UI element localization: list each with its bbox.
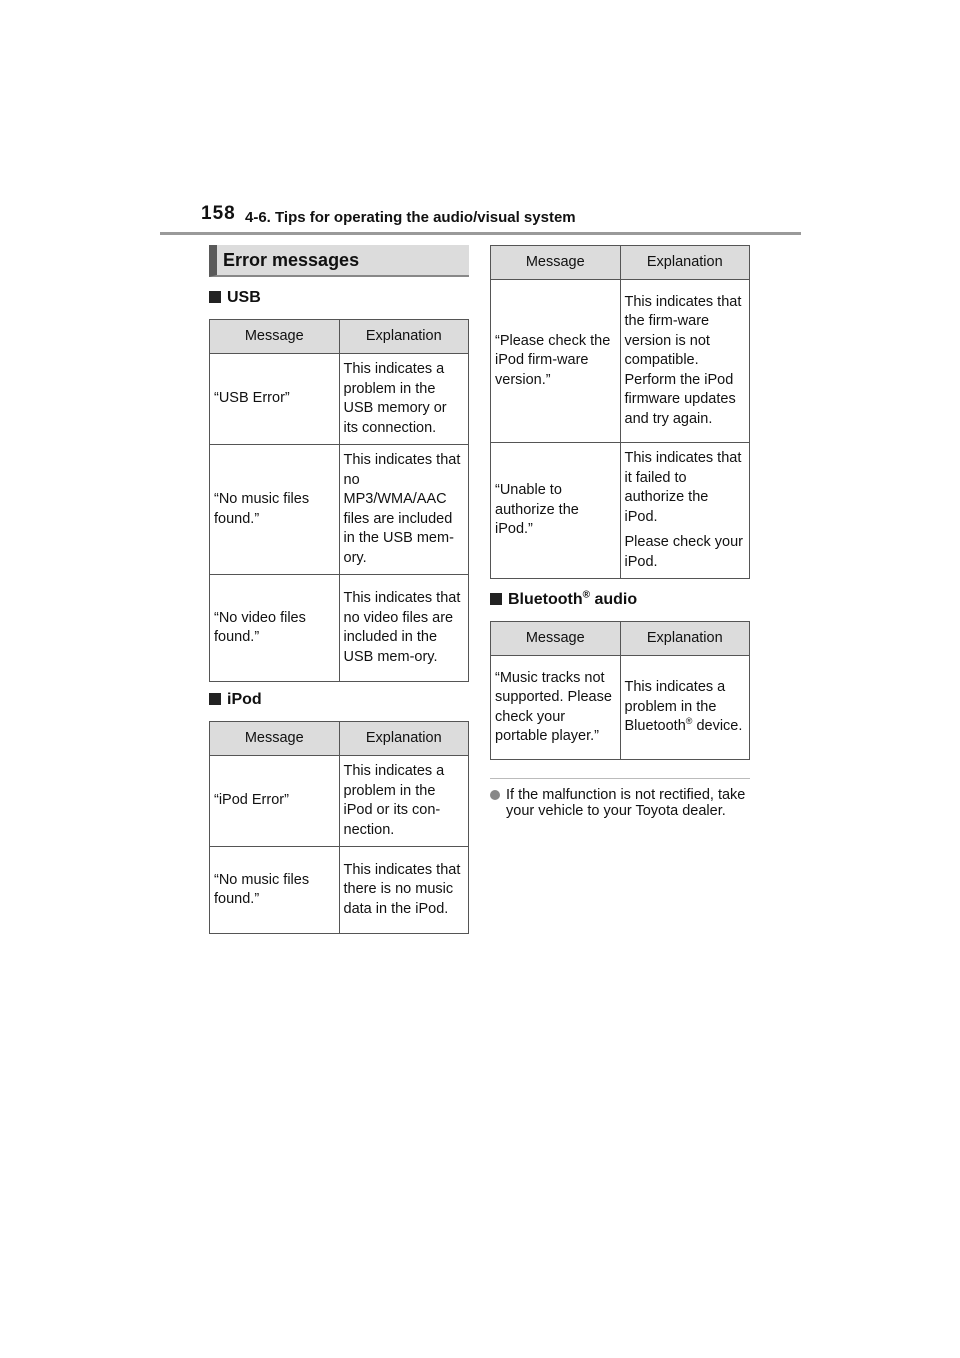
table-row xyxy=(210,847,469,934)
message-cell: “Music tracks not supported. Please check your portable player.” xyxy=(491,656,621,760)
message-cell: “No music files found.” xyxy=(210,847,340,934)
table-row xyxy=(491,656,750,760)
table-header-row xyxy=(210,722,469,756)
table-row xyxy=(210,756,469,847)
explanation-text: This indicates a problem in the USB memory or its connection. xyxy=(343,361,447,436)
left-column xyxy=(209,245,469,934)
explanation-text: This indicates that no video files are included in the USB mem-ory. xyxy=(343,590,461,665)
header-explanation: Explanation xyxy=(620,622,750,656)
registered-mark: ® xyxy=(582,589,591,601)
table-row xyxy=(491,280,750,443)
bluetooth-heading-suffix: audio xyxy=(590,591,638,608)
bluetooth-heading-text: Bluetooth xyxy=(508,591,583,608)
message-cell: “Unable to authorize the iPod.” xyxy=(491,443,621,579)
header-message: Message xyxy=(210,722,340,756)
note-text: If the malfunction is not rectified, take your vehicle to your Toyota dealer. xyxy=(506,787,746,819)
table-row xyxy=(491,443,750,579)
explanation-cell xyxy=(620,280,750,443)
explanation-cell xyxy=(620,656,750,760)
section-title: 4-6. Tips for operating the audio/visual system xyxy=(245,209,576,226)
explanation-text: This indicates that there is no music data in the iPod. xyxy=(343,861,461,917)
usb-heading xyxy=(209,287,469,309)
table-header-row xyxy=(491,246,750,280)
header-explanation: Explanation xyxy=(339,320,469,354)
header-explanation: Explanation xyxy=(339,722,469,756)
registered-mark: ® xyxy=(685,716,693,727)
message-cell: “No music files found.” xyxy=(210,445,340,575)
ipod-heading-text: iPod xyxy=(227,691,262,708)
explanation-cell xyxy=(339,575,469,682)
square-bullet-icon xyxy=(490,593,502,605)
header-message: Message xyxy=(210,320,340,354)
message-cell: “No video files found.” xyxy=(210,575,340,682)
ipod-table-part1 xyxy=(209,721,469,934)
explanation-cell xyxy=(339,445,469,575)
bullet-dot-icon xyxy=(490,790,500,800)
explanation-cell xyxy=(620,443,750,579)
message-cell: “USB Error” xyxy=(210,354,340,445)
header-message: Message xyxy=(491,622,621,656)
explanation-text xyxy=(625,678,746,737)
explanation-text: This indicates that no MP3/WMA/AAC files are included in the USB mem-ory. xyxy=(343,452,461,566)
explanation-text: This indicates that it failed to authorize the iPod. xyxy=(624,450,742,525)
note xyxy=(490,787,750,819)
square-bullet-icon xyxy=(209,291,221,303)
explanation-text: This indicates that the firm-ware version is not compatible. Perform the iPod firmware updates and try again. xyxy=(624,293,742,427)
right-column xyxy=(490,245,750,819)
table-header-row xyxy=(210,320,469,354)
explanation-text-post: device. xyxy=(692,718,743,735)
table-row xyxy=(210,354,469,445)
usb-heading-text: USB xyxy=(227,289,261,306)
error-messages-banner: Error messages xyxy=(209,245,469,277)
explanation-text-pre: This indicates a problem in the Bluetooth xyxy=(624,679,726,735)
explanation-cell xyxy=(339,354,469,445)
explanation-text: This indicates a problem in the iPod or its con-nection. xyxy=(343,763,445,838)
table-row xyxy=(210,445,469,575)
page-number: 158 xyxy=(201,203,236,224)
usb-table xyxy=(209,319,469,682)
ipod-heading xyxy=(209,689,469,711)
message-cell: “Please check the iPod firm-ware version.” xyxy=(491,280,621,443)
header-divider xyxy=(160,232,801,235)
header-message: Message xyxy=(491,246,621,280)
explanation-cell xyxy=(339,847,469,934)
bluetooth-heading xyxy=(490,589,750,611)
note-divider xyxy=(490,778,750,779)
bluetooth-table xyxy=(490,621,750,760)
header-explanation: Explanation xyxy=(620,246,750,280)
square-bullet-icon xyxy=(209,693,221,705)
explanation-cell xyxy=(339,756,469,847)
explanation-text: Please check your iPod. xyxy=(624,534,743,570)
table-header-row xyxy=(491,622,750,656)
ipod-table-part2 xyxy=(490,245,750,579)
message-cell: “iPod Error” xyxy=(210,756,340,847)
table-row xyxy=(210,575,469,682)
